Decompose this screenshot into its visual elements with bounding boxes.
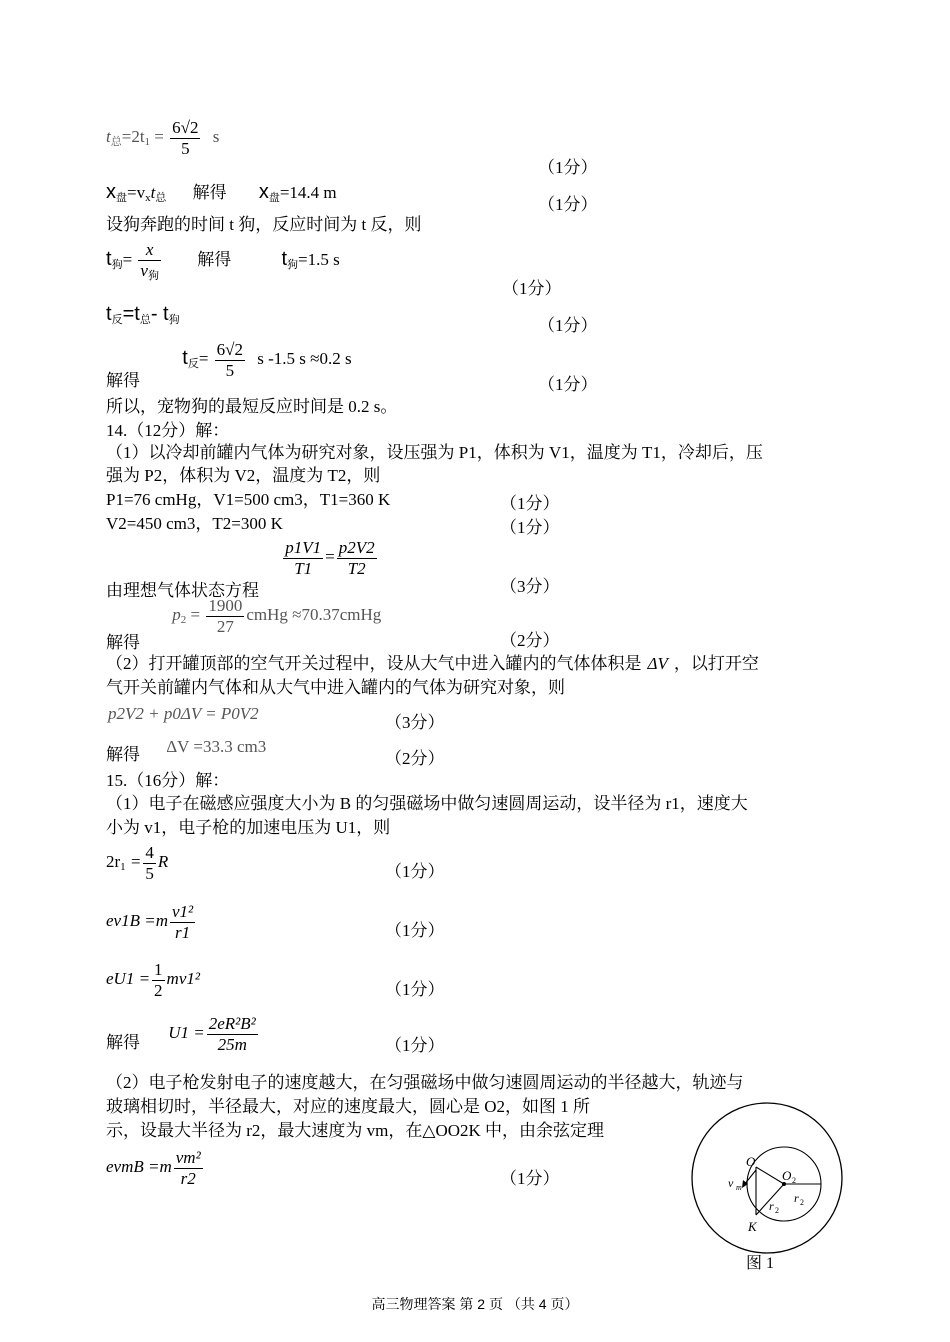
score: （3分） (500, 577, 560, 596)
text-conclusion: 所以，宠物狗的最短反应时间是 0.2 s。 (106, 397, 398, 416)
label-O2-sub: 2 (792, 1176, 796, 1185)
p15-part1-line1: （1）电子在磁感应强度大小为 B 的匀强磁场中做匀速圆周运动，设半径为 r1，速度大 (106, 794, 748, 813)
score: （1分） (385, 1036, 445, 1055)
eq-t-dog: $t_狗=$ $\frac{x}{v_狗}$ 解得 $t_狗=1.5$ s (106, 240, 340, 282)
p14-part1-line1: （1）以冷却前罐内气体为研究对象，设压强为 P1，体积为 V1，温度为 T1，冷却后，压 (106, 443, 763, 462)
score: （1分） (538, 375, 598, 394)
p14-eq2: p2V2 + p0ΔV = P0V2 (108, 704, 259, 723)
label-r2-left-sub: 2 (775, 1206, 779, 1215)
label-vm: v (728, 1176, 734, 1190)
score: （1分） (385, 980, 445, 999)
score: （2分） (500, 631, 560, 650)
problem-15-title: 15.（16分）解： (106, 771, 230, 790)
glass-sphere-circle (692, 1103, 842, 1253)
p15-part1-line2: 小为 v1，电子枪的加速电压为 U1，则 (106, 818, 391, 837)
p14-state1: P1=76 cmHg，V1=500 cm3，T1=360 K (106, 490, 391, 509)
label-r2-right: r (794, 1191, 799, 1205)
eq-x-dog: $x_盘=v_xt_总$ 解得 $x_盘=14.4$ m (106, 181, 337, 204)
label-O2: O (782, 1168, 792, 1183)
score: （3分） (385, 713, 445, 732)
score: （1分） (502, 279, 562, 298)
p15-part2-line1: （2）电子枪发射电子的速度越大，在匀强磁场中做匀速圆周运动的半径越大，轨迹与 (106, 1073, 744, 1092)
p14-state2: V2=450 cm3，T2=300 K (106, 514, 283, 533)
p14-part2-line1: （2）打开罐顶部的空气开关过程中，设从大气中进入罐内的气体体积是 ΔV ，以打开空 (106, 654, 759, 673)
label-O: O (746, 1154, 756, 1169)
eq-t-react: $t_反=t_总-$ $t_狗$ (106, 303, 180, 326)
p14-p2-result: 解得 $p_2$ = $\frac{1900}{27}$ cmHg ≈70.37cmHg (106, 596, 382, 652)
score: （1分） (538, 158, 598, 177)
p15-eq-e: evmB =m $\frac{\text{vm²}}{r2}$ (106, 1148, 201, 1188)
p15-part2-line2: 玻璃相切时，半径最大，对应的速度最大，圆心是 O2，如图 1 所 (106, 1097, 591, 1116)
p14-part2-line2: 气开关前罐内气体和从大气中进入罐内的气体为研究对象，则 (106, 678, 565, 697)
p15-part2-line3: 示，设最大半径为 r2，最大速度为 vm，在△OO2K 中，由余弦定理 (106, 1121, 605, 1140)
p15-eq-b: ev1B =m $\frac{\text{v1²}}{r1}$ (106, 902, 194, 942)
score: （1分） (385, 921, 445, 940)
text-intro-dog: 设狗奔跑的时间 t 狗，反应时间为 t 反，则 (106, 215, 422, 234)
score: （1分） (500, 518, 560, 537)
page-footer: 高三物理答案 第 2 页 （共 4 页） (371, 1296, 579, 1312)
score: （1分） (500, 1169, 560, 1188)
score: （1分） (385, 862, 445, 881)
score: （2分） (385, 749, 445, 768)
p14-result2: 解得 ΔV =33.3 cm3 (106, 737, 267, 764)
p15-eq-c: eU1 = $\frac{1}{2}$ mv1² (106, 960, 200, 1000)
segment-O-O2 (756, 1167, 784, 1184)
p15-eq-d: 解得 U1 = $\frac{\text{2eR²B²}}{25m}$ (106, 1014, 256, 1054)
p14-part1-line2: 强为 P2，体积为 V2，温度为 T2，则 (106, 466, 381, 485)
figure-1-diagram (682, 1098, 862, 1258)
p14-law: 由理想气体状态方程 $\frac{p1V1}{T1}$ = $\frac{p2V2}{T2}$ (106, 538, 375, 600)
label-K: K (748, 1219, 757, 1234)
score: （1分） (500, 494, 560, 513)
label-r2-left: r (769, 1199, 774, 1213)
label-r2-right-sub: 2 (800, 1198, 804, 1207)
label-vm-sub: m (736, 1183, 742, 1192)
problem-14-title: 14.（12分）解： (106, 421, 230, 440)
score: （1分） (538, 316, 598, 335)
eq-t-react-result: 解得 $t_反=$ $\frac{6√2}{5}$ s -1.5 s ≈0.2 s (106, 340, 352, 390)
eq-t-total: $t_总=2t_1$ = $\frac{6√2}{5}$ s (106, 118, 220, 158)
score: （1分） (538, 195, 598, 214)
figure-1-caption: 图 1 (746, 1255, 775, 1272)
p15-eq-a: $2r_1$ = $\frac{4}{5}$ R (106, 843, 169, 883)
